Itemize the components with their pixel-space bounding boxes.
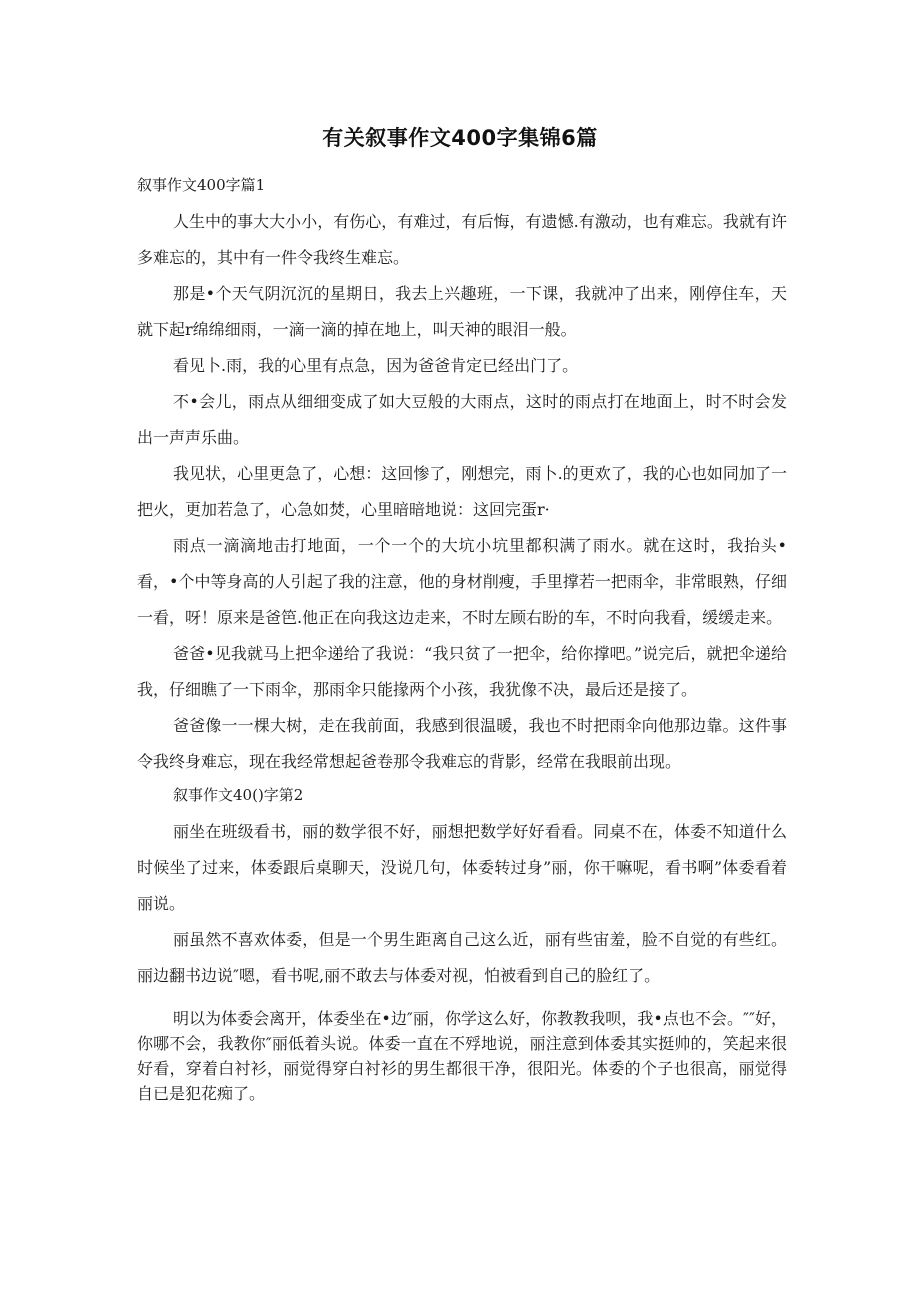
document-body [137, 170, 787, 1106]
document-title: 有关叙事作文400字集锦6篇 [322, 126, 598, 150]
section-2-paragraph: 丽坐在班级看书，丽的数学很不好，丽想把数学好好看看。同桌不在，体委不知道什么时候坐了过来，体委跟后桌聊天，没说几句，体委转过身”丽，你干嘛呢，看书啊”体委看着丽说。 [137, 822, 787, 913]
section-1-paragraph: 爸爸像一一棵大树，走在我前面，我感到很温暖，我也不时把雨伞向他那边靠。这件事令我终身难忘，现在我经常想起爸卷那令我难忘的背影，经常在我眼前出现。 [137, 716, 787, 771]
section-1-heading: 叙事作文400字篇1 [137, 176, 266, 194]
section-1-paragraph: 爸爸•见我就马上把伞递给了我说：“我只贫了一把伞，给你撑吧。”说完后，就把伞递给我，仔细瞧了一下雨伞，那雨伞只能掾两个小孩，我犹像不决，最后还是接了。 [137, 644, 787, 699]
section-1-paragraph: 人生中的事大大小小，有伤心，有难过，有后悔，有遗憾.有激动，也有难忘。我就有许多难忘的，其中有一件令我终生难忘。 [137, 212, 787, 267]
section-2-dense-paragraph: 明以为体委会离开，体委坐在•边″丽，你学这么好，你教教我呗，我•点也不会。″″好，你哪不会，我教你″丽低着头说。体委一直在不殍地说，丽注意到体委其实挺帅的，笑起来很好看，穿着白衬衫，丽觉得穿白衬衫的男生都很干净，很阳光。体委的个子也很高，丽觉得自已是犯花痴了。 [137, 1009, 787, 1103]
section-1-paragraph: 那是•个天气阴沉沉的星期日，我去上兴趣班，一下课，我就冲了出来，刚停住车，天就下起r绵绵细雨，一滴一滴的掉在地上，叫天神的眼泪一般。 [137, 284, 787, 339]
section-1-paragraph: 不•会儿，雨点从细细变成了如大豆般的大雨点，这时的雨点打在地面上，时不时会发出一声声乐曲。 [137, 392, 787, 447]
section-1-paragraph: 看见卜.雨，我的心里有点急，因为爸爸肯定已经出门了。 [173, 356, 579, 375]
section-1-paragraph: 我见状，心里更急了，心想：这回惨了，刚想完，雨卜.的更欢了，我的心也如同加了一把火，更加若急了，心急如焚，心里暗暗地说：这回完蛋r· [137, 464, 787, 519]
section-1-paragraph: 雨点一滴滴地击打地面，一个一个的大坑小坑里都积满了雨水。就在这时，我抬头•看，•个中等身高的人引起了我的注意，他的身材削瘦，手里撑若一把雨伞，非常眼熟，仔细一看，呀！原来是爸笆.他正在向我这边走来，不时左顾右盼的车，不时向我看，缓缓走来。 [137, 536, 787, 627]
section-2-paragraph: 丽虽然不喜欢体委，但是一个男生距离自己这么近，丽有些宙羞，脸不自觉的有些红。丽边翻书边说″嗯，看书呢,丽不敢去与体委对视，怕被看到自己的脸红了。 [137, 930, 787, 985]
section-2-heading: 叙事作文40()字第2 [173, 786, 304, 804]
